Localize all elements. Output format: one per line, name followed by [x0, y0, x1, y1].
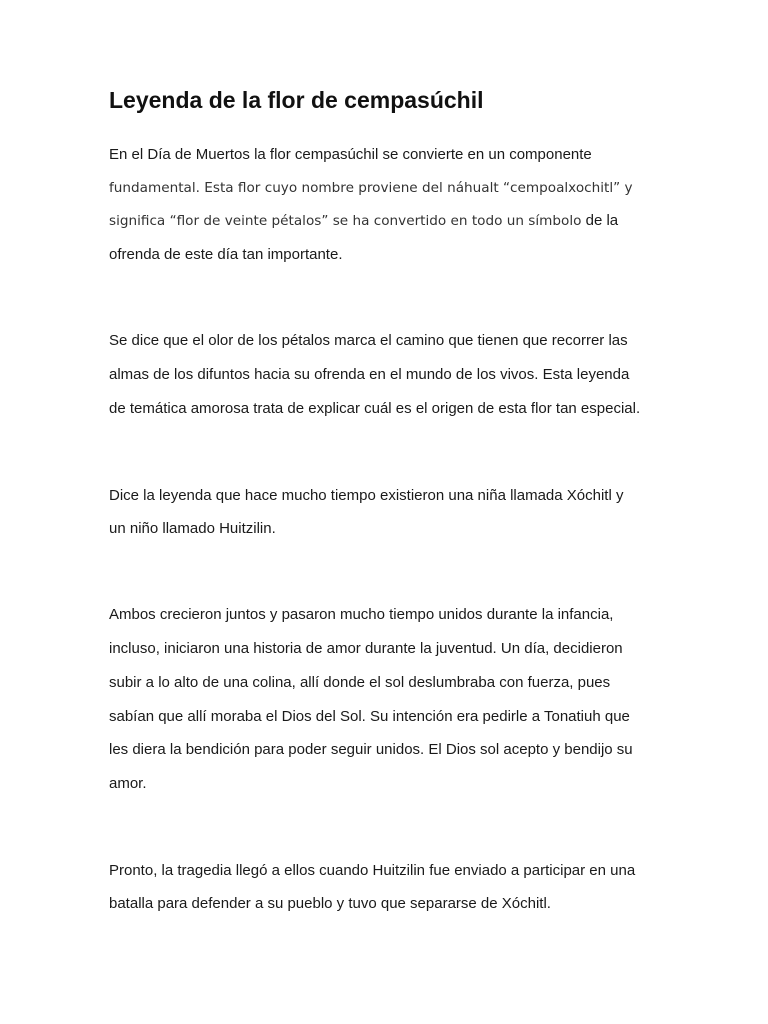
paragraph-1-line-1: En el Día de Muertos la flor cempasúchil se convierte en un componente [109, 146, 592, 163]
paragraph-5-line-1: Pronto, la tragedia llegó a ellos cuando Huitzilin fue enviado a participar en una [109, 862, 636, 879]
paragraph-4-line-5: les diera la bendición para poder seguir unidos. El Dios sol acepto y bendijo su [109, 741, 633, 758]
paragraph-1-line-3 [109, 211, 618, 231]
paragraph-2-line-3: de temática amorosa trata de explicar cuál es el origen de esta flor tan especial. [109, 400, 641, 417]
paragraph-4-line-3: subir a lo alto de una colina, allí donde el sol deslumbraba con fuerza, pues [109, 674, 611, 691]
paragraph-3-line-1: Dice la leyenda que hace mucho tiempo existieron una niña llamada Xóchitl y [109, 487, 624, 504]
paragraph-2-line-1: Se dice que el olor de los pétalos marca el camino que tienen que recorrer las [109, 332, 628, 349]
paragraph-4-line-1: Ambos crecieron juntos y pasaron mucho tiempo unidos durante la infancia, [109, 606, 614, 623]
paragraph-1-line-2-text: fundamental. Esta flor cuyo nombre proviene del náhualt “cempoalxochitl” y [109, 180, 633, 196]
paragraph-2-line-2: almas de los difuntos hacia su ofrenda en el mundo de los vivos. Esta leyenda [109, 366, 630, 383]
paragraph-1-line-4: ofrenda de este día tan importante. [109, 246, 343, 263]
paragraph-3-line-2: un niño llamado Huitzilin. [109, 520, 276, 537]
paragraph-4-line-6: amor. [109, 775, 147, 792]
paragraph-4-line-2: incluso, iniciaron una historia de amor durante la juventud. Un día, decidieron [109, 640, 623, 657]
paragraph-4-line-4: sabían que allí moraba el Dios del Sol. Su intención era pedirle a Tonatiuh que [109, 708, 630, 725]
document-title: Leyenda de la flor de cempasúchil [109, 87, 484, 113]
paragraph-1-line-3-text-a: significa “flor de veinte pétalos” se ha convertido en todo un símbolo [109, 213, 582, 229]
paragraph-5-line-2: batalla para defender a su pueblo y tuvo que separarse de Xóchitl. [109, 895, 551, 912]
paragraph-1-line-2 [109, 178, 633, 198]
paragraph-1-line-3-text-b: de la [581, 212, 619, 229]
